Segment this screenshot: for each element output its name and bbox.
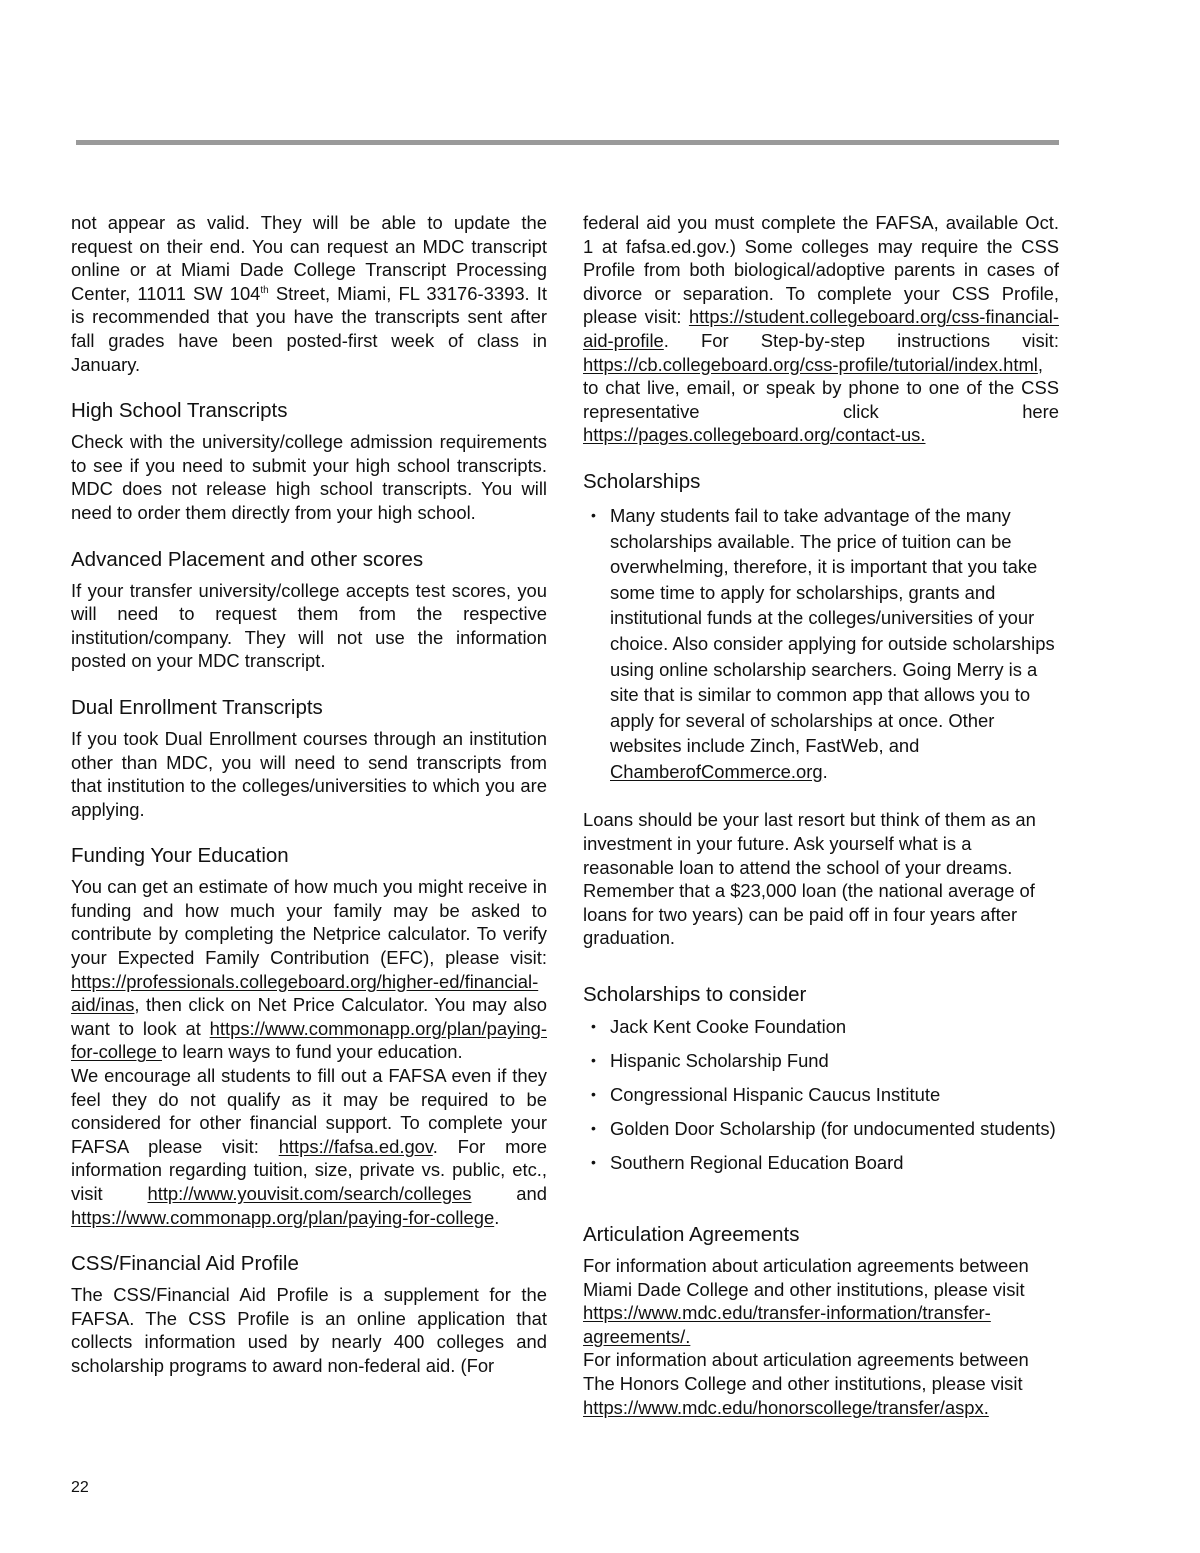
scholarships-to-consider-list — [583, 1014, 1059, 1176]
left-column — [71, 211, 547, 1378]
link-commonapp-paying[interactable]: https://www.commonapp.org/plan/paying-for-college — [71, 1017, 547, 1063]
bullet-icon: • — [591, 506, 596, 523]
heading-scholarships: Scholarships — [583, 469, 701, 493]
heading-articulation-agreements: Articulation Agreements — [583, 1223, 800, 1246]
css-profile-paragraph: The CSS/Financial Aid Profile is a supplement for the FAFSA. The CSS Profile is an online application that collects information used by nearly 400 colleges and scholarship programs to award non-federal aid. (For — [71, 1284, 547, 1376]
bullet-icon: • — [591, 1052, 596, 1069]
articulation-paragraph-2: For information about articulation agreements between The Honors College and other institutions, please visit https://www.mdc.edu/honorscollege/transfer/aspx. — [583, 1349, 1029, 1418]
intro-text-cont: Street, Miami, FL 33176-3393. It is recommended that you have the transcripts sent after fall grades have been posted-first week of class in January. — [71, 282, 548, 375]
page-number: 22 — [71, 1479, 89, 1496]
list-item: • Hispanic Scholarship Fund — [583, 1048, 1059, 1074]
bullet-icon: • — [591, 1086, 596, 1103]
funding-paragraph-1: You can get an estimate of how much you might receive in funding and how much your family may be asked to contribute by completing the Netprice calculator. To verify your Expected Family Contribution (EFC), please visit: https://professionals.collegeboard.org/higher-ed/financial-aid/inas, then click on Net Price Calculator. You may also want to look at https://www.commonapp.org/plan/paying-for-college to learn ways to fund your education. — [71, 876, 547, 1063]
funding-paragraph-2: We encourage all students to fill out a FAFSA even if they feel they do not qualify as it may be required to be considered for other financial support. To complete your FAFSA please visit: https://fafsa.ed.gov. For more information regarding tuition, size, private vs. public, etc., visit http://www.youvisit.com/search/colleges and https://www.commonapp.org/plan/paying-for-college. — [71, 1065, 547, 1228]
bullet-icon: • — [591, 1154, 596, 1171]
list-item: • Southern Regional Education Board — [583, 1150, 1059, 1176]
heading-advanced-placement: Advanced Placement and other scores — [71, 547, 424, 571]
high-school-paragraph: Check with the university/college admission requirements to see if you need to submit your high school transcripts. MDC does not release high school transcripts. You will need to order them directly from your high school. — [71, 431, 547, 523]
heading-funding: Funding Your Education — [71, 844, 289, 868]
heading-scholarships-to-consider: Scholarships to consider — [583, 983, 807, 1007]
link-honors-college-transfer[interactable]: https://www.mdc.edu/honorscollege/transfer/aspx. — [583, 1396, 989, 1418]
scholarships-list — [583, 503, 1059, 785]
advanced-placement-paragraph: If your transfer university/college accepts test scores, you will need to request them from the respective institution/company. They will not use the information posted on your MDC transcript. — [71, 579, 547, 672]
link-mdc-transfer-agreements[interactable]: https://www.mdc.edu/transfer-information/transfer-agreements/. — [583, 1302, 991, 1347]
dual-enrollment-paragraph: If you took Dual Enrollment courses through an institution other than MDC, you will need to send transcripts from that institution to the colleges/universities to which you are applying. — [71, 727, 547, 820]
link-inas[interactable]: https://professionals.collegeboard.org/higher-ed/financial-aid/inas — [71, 970, 539, 1016]
intro-paragraph — [71, 211, 547, 376]
link-fafsa[interactable]: https://fafsa.ed.gov — [278, 1135, 433, 1157]
heading-dual-enrollment: Dual Enrollment Transcripts — [71, 695, 323, 719]
intro-text: not appear as valid. They will be able to update the request on their end. You can request an MDC transcript online or at Miami Dade College Transcript Processing Center, 11011 SW 104 — [71, 212, 547, 304]
link-css-profile[interactable]: https://student.collegeboard.org/css-financial-aid-profile — [583, 306, 1059, 351]
articulation-paragraph-1: For information about articulation agreements between Miami Dade College and other institutions, please visit https://www.mdc.edu/transfer-information/transfer-agreements/. — [583, 1255, 1029, 1347]
link-css-contact[interactable]: https://pages.collegeboard.org/contact-us. — [583, 424, 926, 446]
loans-paragraph: Loans should be your last resort but think of them as an investment in your future. Ask yourself what is a reasonable loan to attend the school of your dreams. Remember that a $23,000 loan (the national average of loans for two years) can be paid off in four years after graduation. — [583, 809, 1036, 949]
heading-css-profile: CSS/Financial Aid Profile — [71, 1252, 299, 1276]
link-css-tutorial[interactable]: https://cb.collegeboard.org/css-profile/tutorial/index.html — [583, 353, 1038, 375]
bullet-icon: • — [591, 1120, 596, 1137]
right-column — [583, 211, 1059, 1419]
heading-high-school-transcripts: High School Transcripts — [71, 399, 288, 423]
list-item: • Jack Kent Cooke Foundation — [583, 1014, 1059, 1040]
bullet-icon: • — [591, 1018, 596, 1035]
list-item: • Many students fail to take advantage of the many scholarships available. The price of tuition can be overwhelming, therefore, it is important that you take some time to apply for scholarships, grants and institutional funds at the colleges/universities of your choice. Also consider applying for outside scholarships using online scholarship searchers. Going Merry is a site that is similar to common app that allows you to apply for several of scholarships at once. Other websites include Zinch, FastWeb, and ChamberofCommerce.org. — [591, 504, 1055, 782]
superscript: th — [260, 284, 269, 296]
link-youvisit[interactable]: http://www.youvisit.com/search/colleges — [147, 1183, 472, 1204]
link-chamber-of-commerce[interactable]: ChamberofCommerce.org — [610, 760, 823, 782]
css-continued-paragraph: federal aid you must complete the FAFSA, available Oct. 1 at fafsa.ed.gov.) Some colleges may require the CSS Profile from both biological/adoptive parents in cases of divorce or separation. To complete your CSS Profile, please visit: https://student.collegeboard.org/css-financial-aid-profile. For Step-by-step instructions visit: https://cb.collegeboard.org/css-profile/tutorial/index.html, to chat live, email, or speak by phone to one of the CSS representative click here https://pages.collegeboard.org/contact-us. — [583, 212, 1059, 446]
list-item: • Congressional Hispanic Caucus Institute — [583, 1082, 1059, 1108]
list-item: • Golden Door Scholarship (for undocumented students) — [583, 1116, 1059, 1142]
top-divider — [76, 140, 1059, 145]
link-commonapp-paying-2[interactable]: https://www.commonapp.org/plan/paying-for-college — [71, 1206, 495, 1228]
